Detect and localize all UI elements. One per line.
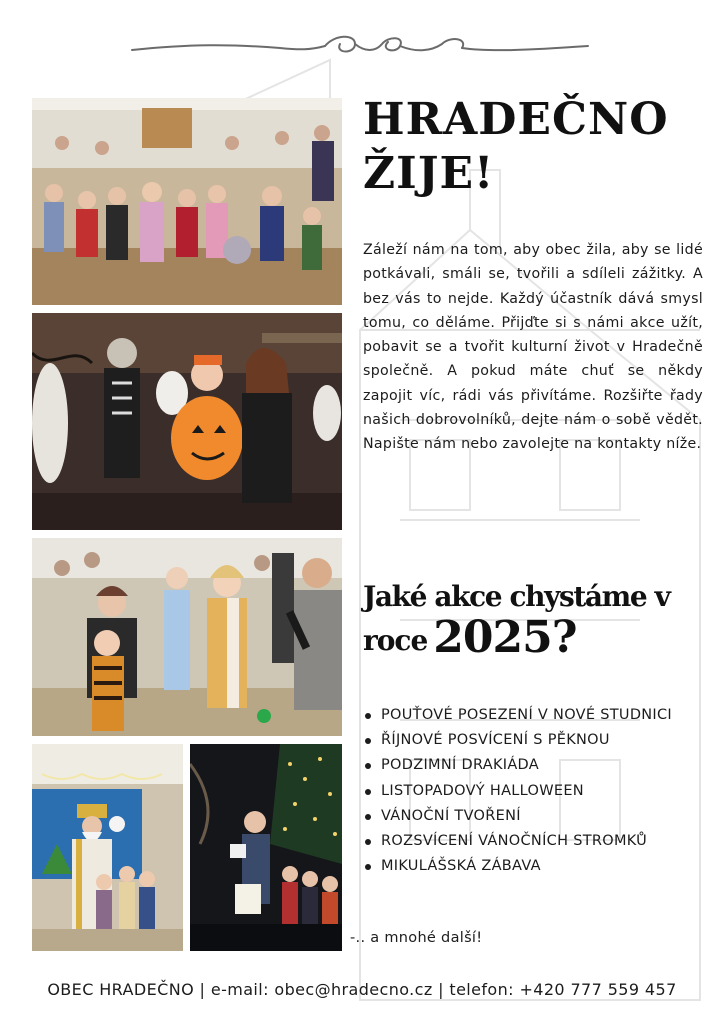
title-line-1: HRADEČNO [363,94,669,145]
list-item [363,829,703,854]
events-heading [363,578,703,663]
list-item [363,779,703,804]
page-title [363,93,669,201]
event-label: PODZIMNÍ DRAKIÁDA [381,757,539,774]
footer-contacts: OBEC HRADEČNO | e-mail: obec@hradecno.cz | telefon: +420 777 559 457 [47,980,677,999]
photo-kids-competition [32,538,342,736]
list-item [363,753,703,778]
event-label: VÁNOČNÍ TVOŘENÍ [381,807,521,824]
event-label: LISTOPADOVÝ HALLOWEEN [381,782,584,799]
more-events-note: -.. a mnohé další! [350,930,483,946]
intro-paragraph: Záleží nám na tom, aby obec žila, aby se lidé potkávali, smáli se, tvořili a sdíleli zážitky. A bez vás to nejde. Každý účastník dává smysl tomu, co děláme. Přijďte si s námi akce užít, pobavit se a tvořit kulturní život v Hradečně společně. A pokud máte chuť se někdy zapojit víc, rádi vás přivítáme. Rozšiřte řady našich dobrovolníků, dejte nám o sobě vědět. Napište nám nebo zavolejte na kontakty níže. [363,242,703,453]
bullet-icon [365,789,371,795]
event-label: ŘÍJNOVÉ POSVÍCENÍ S PĚKNOU [381,732,610,749]
events-heading-year: 2025? [433,612,577,663]
events-heading-line-2: roce [363,624,428,657]
bullet-icon [365,763,371,769]
bullet-icon [365,738,371,744]
list-item [363,804,703,829]
list-item [363,854,703,879]
bullet-icon [365,864,371,870]
title-line-2: ŽIJE! [363,148,495,199]
photo-children-carnival [32,98,342,305]
list-item [363,703,703,728]
event-label: POUŤOVÉ POSEZENÍ V NOVÉ STUDNICI [381,707,673,723]
list-item [363,728,703,753]
bullet-icon [365,713,371,719]
photo-saint-nicholas [32,744,183,951]
event-label: ROZSVÍCENÍ VÁNOČNÍCH STROMKŮ [381,833,648,850]
decorative-flourish [130,30,590,60]
photo-christmas-tree-lighting [190,744,342,951]
bullet-icon [365,814,371,820]
photo-halloween-costumes [32,313,342,530]
event-label: MIKULÁŠSKÁ ZÁBAVA [381,858,541,875]
events-heading-line-1: Jaké akce chystáme v [363,580,670,613]
events-list [363,703,703,879]
bullet-icon [365,839,371,845]
